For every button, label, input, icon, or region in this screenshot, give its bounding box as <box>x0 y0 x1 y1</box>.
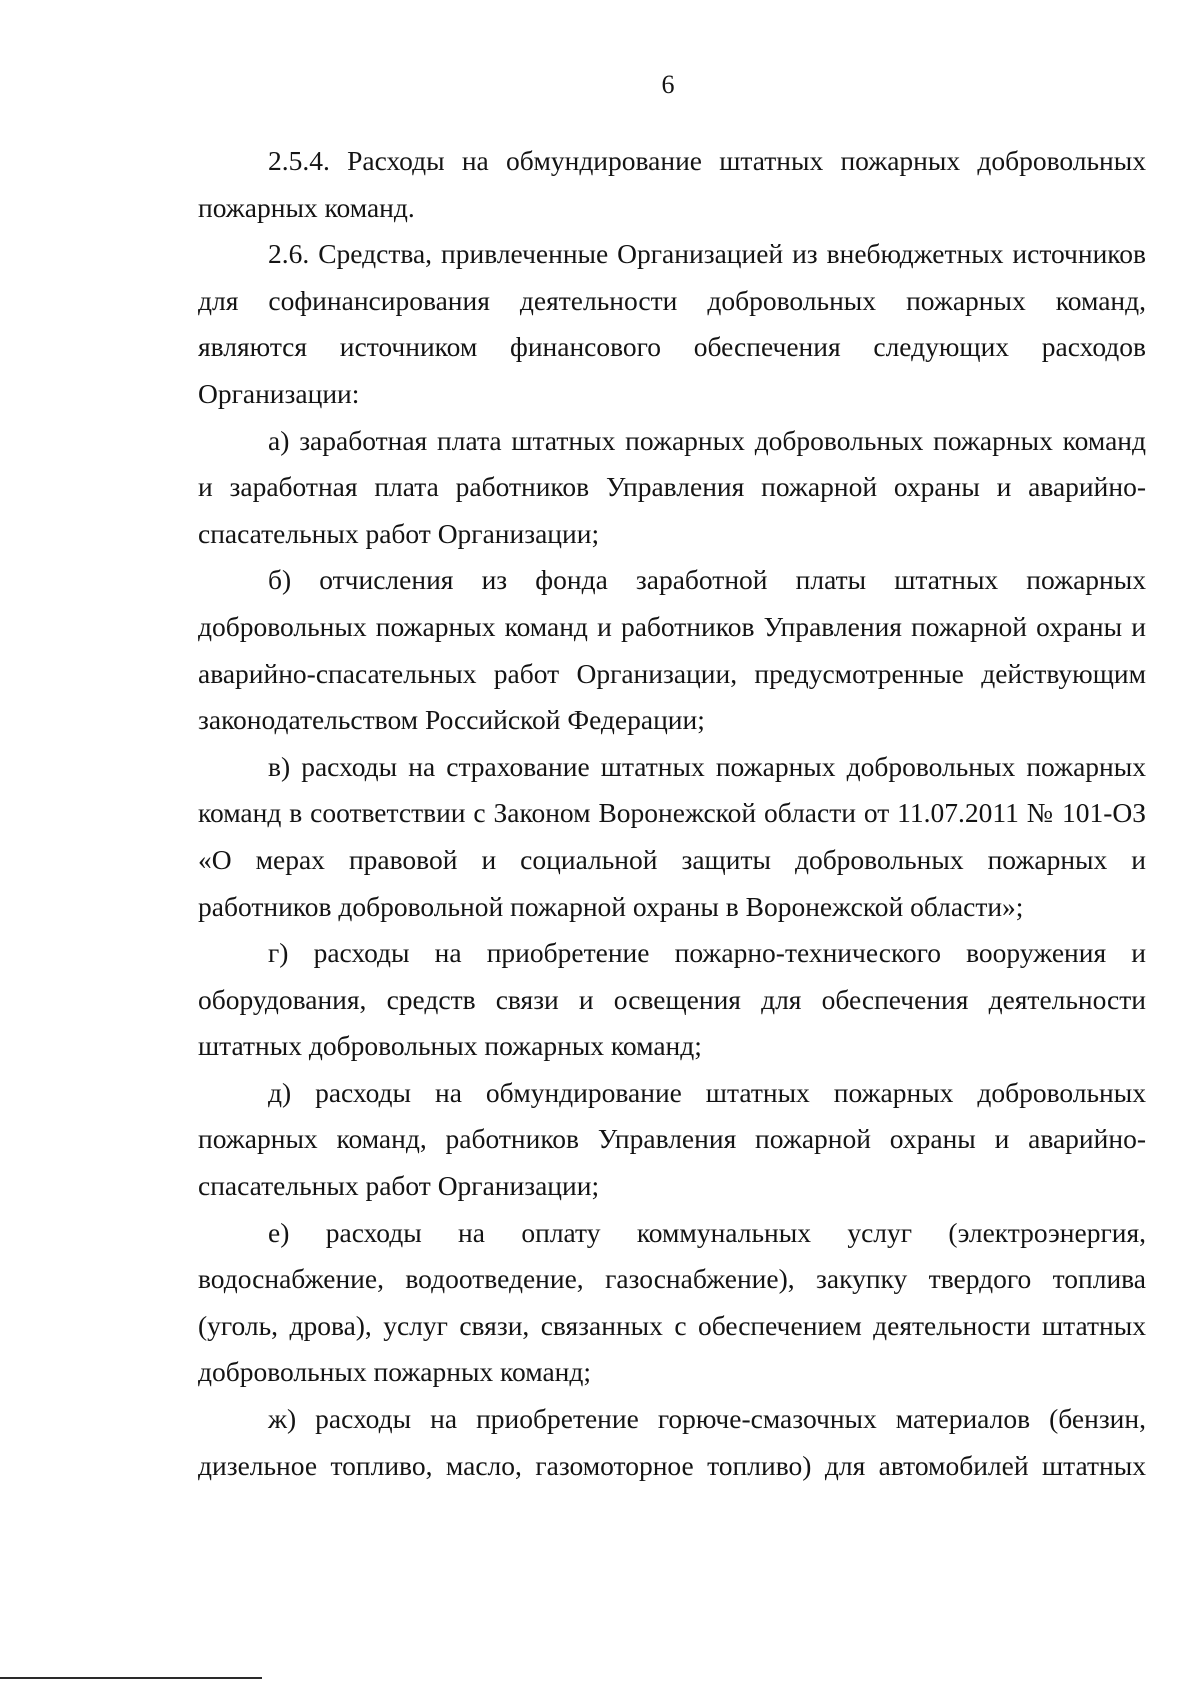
list-item-d: д) расходы на обмундирование штатных пожарных добровольных пожарных команд, работников Управления пожарной охраны и аварийно-спасательных работ Организации; <box>198 1076 1146 1202</box>
document-body <box>198 138 1146 1489</box>
list-item-zh: ж) расходы на приобретение горюче-смазочных материалов (бензин, дизельное топливо, масло, газомоторное топливо) для автомобилей штатных <box>198 1403 1146 1481</box>
page-number: 6 <box>661 70 675 99</box>
list-item-a: а) заработная плата штатных пожарных добровольных пожарных команд и заработная плата работников Управления пожарной охраны и аварийно-спасательных работ Организации; <box>198 424 1146 549</box>
list-item-b: б) отчисления из фонда заработной платы штатных пожарных добровольных пожарных команд и работников Управления пожарной охраны и аварийно-спасательных работ Организации, предусмотренные действующим законодательством Российской Федерации; <box>198 564 1146 736</box>
list-item-e: е) расходы на оплату коммунальных услуг (электроэнергия, водоснабжение, водоотведение, газоснабжение), закупку твердого топлива (уголь, дрова), услуг связи, связанных с обеспечением деятельности штатных добровольных пожарных команд; <box>198 1216 1146 1388</box>
list-item-g: г) расходы на приобретение пожарно-технического вооружения и оборудования, средств связи и освещения для обеспечения деятельности штатных добровольных пожарных команд; <box>198 937 1146 1062</box>
paragraph-2-6: 2.6. Средства, привлеченные Организацией из внебюджетных источников для софинансирования деятельности добровольных пожарных команд, являются источником финансового обеспечения следующих расходов Организации: <box>198 238 1146 409</box>
list-item-v: в) расходы на страхование штатных пожарных добровольных пожарных команд в соответствии с Законом Воронежской области от 11.07.2011 № 101-ОЗ «О мерах правовой и социальной защиты добровольных пожарных и работников добровольной пожарной охраны в Воронежской области»; <box>198 750 1146 922</box>
scan-edge-line <box>0 1677 262 1679</box>
paragraph-2-5-4: 2.5.4. Расходы на обмундирование штатных пожарных добровольных пожарных команд. <box>198 145 1146 223</box>
